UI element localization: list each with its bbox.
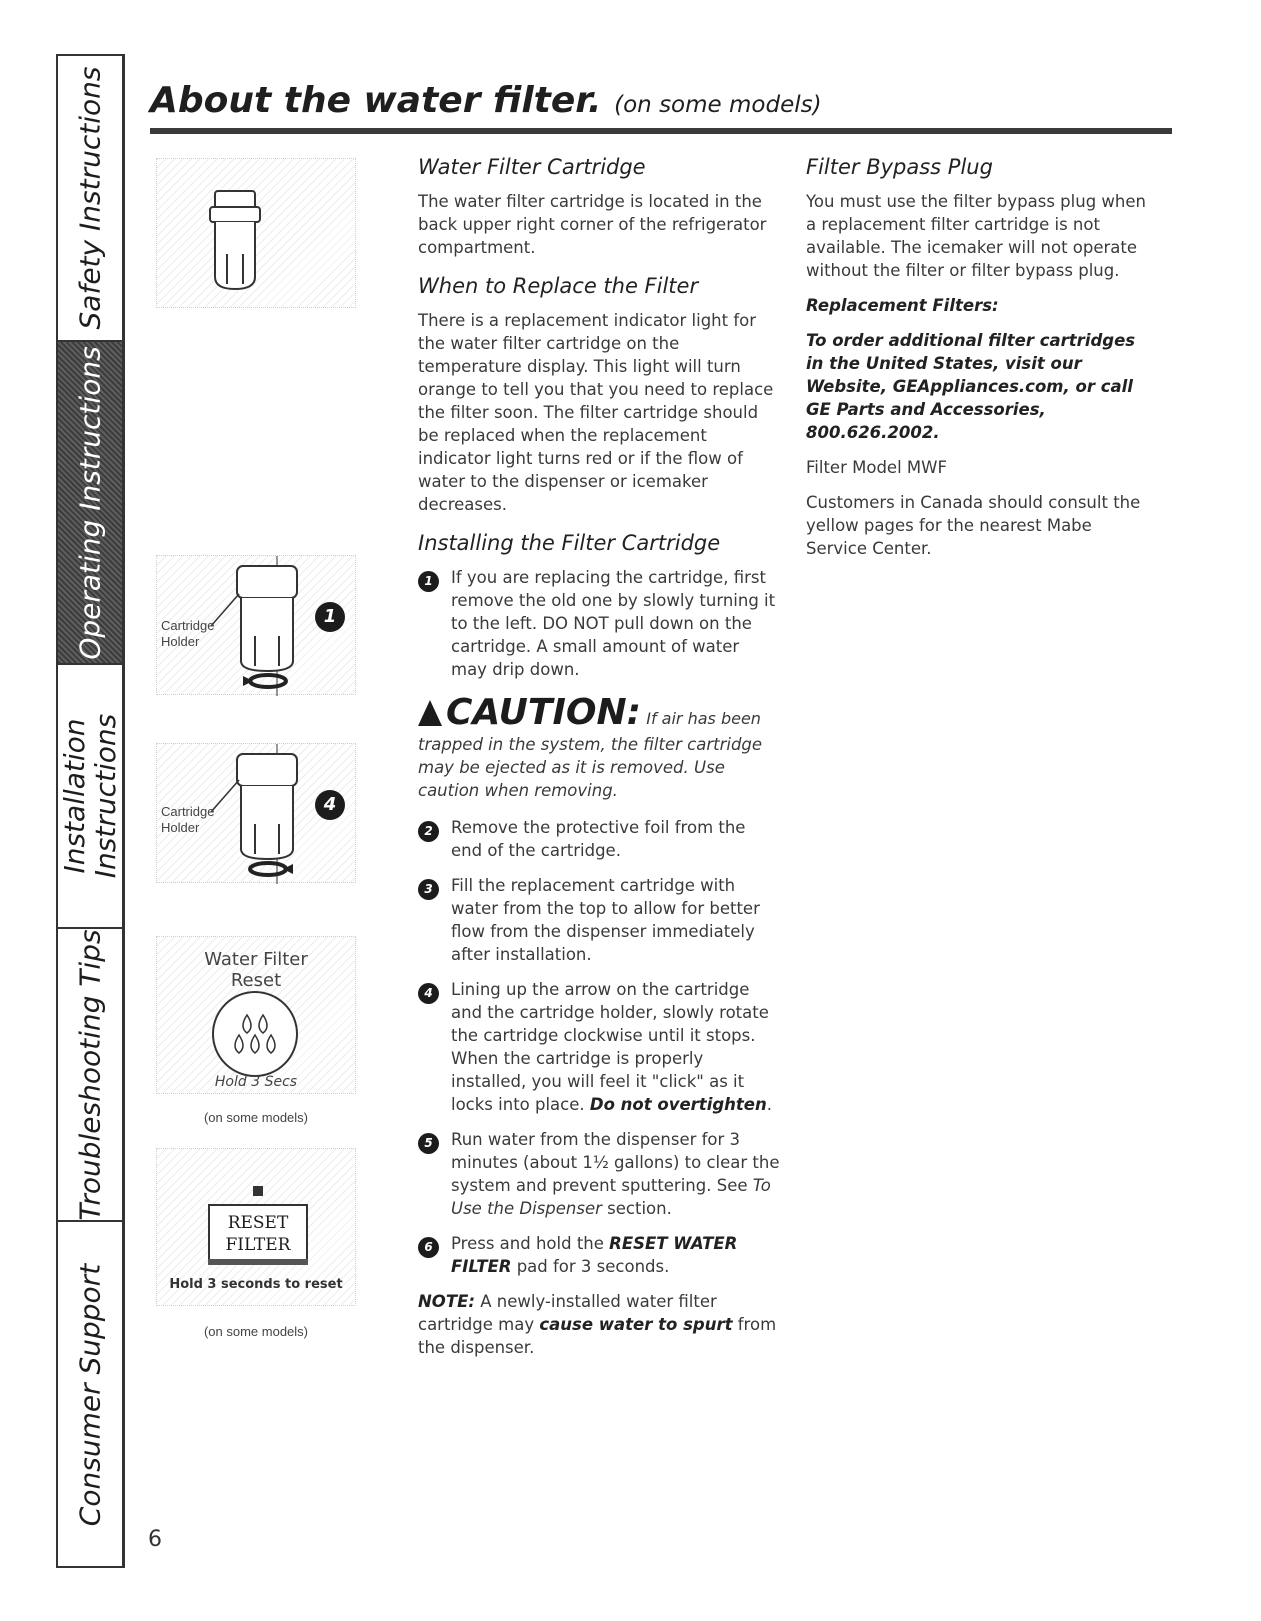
tab-label: Consumer Support (73, 1263, 107, 1527)
install-step4-figure (156, 743, 356, 883)
note (418, 1290, 780, 1359)
figure-caption: (on some models) (203, 1110, 309, 1125)
step-bold-text: RESET WATER FILTER (451, 1234, 738, 1276)
reset-filter-pad-figure (156, 1148, 356, 1306)
step-number: 6 (418, 1237, 439, 1258)
order-info: To order additional filter cartridges in the United States, visit our Website, GEAppliances.com, or call GE Parts and Accessories, 800.626.2002. (806, 331, 1136, 442)
title-subtitle: (on some models) (614, 92, 822, 118)
install-step-4 (418, 978, 780, 1116)
step-text: Remove the protective foil from the end of the cartridge. (451, 818, 746, 860)
install-step1-figure (156, 555, 356, 695)
tab-consumer-support[interactable] (58, 1222, 122, 1568)
note-text-end: from the dispenser. (418, 1315, 777, 1357)
figure-caption: (on some models) (203, 1324, 309, 1339)
warning-icon (418, 700, 442, 726)
canada-info: Customers in Canada should consult the yellow pages for the nearest Mabe Service Center. (806, 493, 1141, 558)
tab-safety-instructions[interactable] (58, 56, 122, 342)
step-number: 3 (418, 879, 439, 900)
step-bold-text: Do not overtighten (589, 1095, 767, 1114)
cartridge-holder-label: Cartridge Holder (161, 618, 215, 649)
title-text: About the water filter. (150, 80, 602, 121)
section-heading: Filter Bypass Plug (806, 155, 993, 179)
instructions-column (418, 152, 780, 1371)
water-filter-reset-figure (156, 936, 356, 1094)
pad-underline (208, 1259, 308, 1265)
install-step-1 (418, 566, 780, 681)
tab-operating-instructions[interactable] (58, 342, 122, 665)
install-step-3 (418, 874, 780, 966)
tab-installation-instructions[interactable] (58, 665, 122, 929)
side-tab-bar (56, 54, 125, 1568)
cartridge-figure (156, 158, 356, 308)
section-heading: Water Filter Cartridge (418, 155, 646, 179)
install-step-2 (418, 816, 780, 862)
step-italic-text: To Use the Dispenser (451, 1176, 771, 1218)
title-rule (150, 128, 1172, 134)
water-drops-icon (157, 937, 357, 1095)
tab-label: Safety Instructions (73, 66, 107, 330)
step-text: Press and hold the (451, 1234, 604, 1253)
step-text: Fill the replacement cartridge with water from the top to allow for better flow from the dispenser immediately after installation. (451, 876, 760, 964)
section-heading: When to Replace the Filter (418, 274, 699, 298)
note-label: NOTE: (418, 1292, 475, 1311)
reset-pad-line1: RESET (227, 1213, 289, 1233)
caution-block (418, 693, 780, 802)
step-badge: 1 (315, 602, 345, 632)
step-number: 4 (418, 983, 439, 1004)
caution-text: trapped in the system, the filter cartridge may be ejected as it is removed. Use caution when removing. (418, 735, 763, 800)
reset-pad-line2: FILTER (225, 1235, 291, 1255)
tab-label: Operating Instructions (73, 345, 107, 660)
note-text: A newly-installed water filter cartridge may (418, 1292, 717, 1334)
step-text-end: . (766, 1095, 772, 1114)
page-title (150, 80, 822, 121)
reset-filter-pad (208, 1204, 308, 1262)
tab-troubleshooting-tips[interactable] (58, 929, 122, 1222)
paragraph: The water filter cartridge is located in the back upper right corner of the refrigerator compartment. (418, 192, 767, 257)
bypass-column (806, 152, 1156, 572)
indicator-light-icon (253, 1186, 263, 1196)
page-number: 6 (148, 1527, 162, 1552)
install-step-6 (418, 1232, 780, 1278)
section-heading: Installing the Filter Cartridge (418, 531, 721, 555)
hold-3-secs-label: Hold 3 Secs (214, 1074, 298, 1090)
step-text-end: pad for 3 seconds. (516, 1257, 670, 1276)
cartridge-holder-label: Cartridge Holder (161, 804, 215, 835)
paragraph: You must use the filter bypass plug when a replacement filter cartridge is not available. The icemaker will not operate without the filter or filter bypass plug. (806, 192, 1146, 280)
step-text: Lining up the arrow on the cartridge and the cartridge holder, slowly rotate the cartridge clockwise until it stops. When the cartridge is properly installed, you will feel it "click" as it locks into place. (451, 980, 769, 1114)
step-text: Run water from the dispenser for 3 minutes (about 1½ gallons) to clear the system and prevent sputtering. See (451, 1130, 780, 1195)
hold-3-seconds-label: Hold 3 seconds to reset (169, 1277, 343, 1292)
caution-heading: CAUTION: (446, 692, 641, 733)
step-text-end: section. (607, 1199, 672, 1218)
step-text: If you are replacing the cartridge, first remove the old one by slowly turning it to the left. DO NOT pull down on the cartridge. A small amount of water may drip down. (451, 568, 776, 679)
water-filter-cartridge-icon (157, 159, 357, 309)
tab-label: Troubleshooting Tips (73, 928, 107, 1221)
filter-model: Filter Model MWF (806, 458, 947, 477)
note-bold-text: cause water to spurt (539, 1315, 733, 1334)
replacement-filters-heading: Replacement Filters: (806, 296, 999, 315)
paragraph: There is a replacement indicator light for the water filter cartridge on the temperature display. This light will turn orange to tell you that you need to replace the filter soon. The filter cartridge should be replaced when the replacement indicator light turns red or if the flow of water to the dispenser or icemaker decreases. (418, 311, 774, 514)
install-step-5 (418, 1128, 780, 1220)
step-number: 5 (418, 1133, 439, 1154)
step-number: 1 (418, 571, 439, 592)
step-badge: 4 (315, 790, 345, 820)
caution-lead: If air has been (646, 709, 761, 728)
step-number: 2 (418, 821, 439, 842)
reset-title: Water Filter Reset (204, 949, 308, 991)
tab-label: Installation Instructions (58, 713, 122, 879)
